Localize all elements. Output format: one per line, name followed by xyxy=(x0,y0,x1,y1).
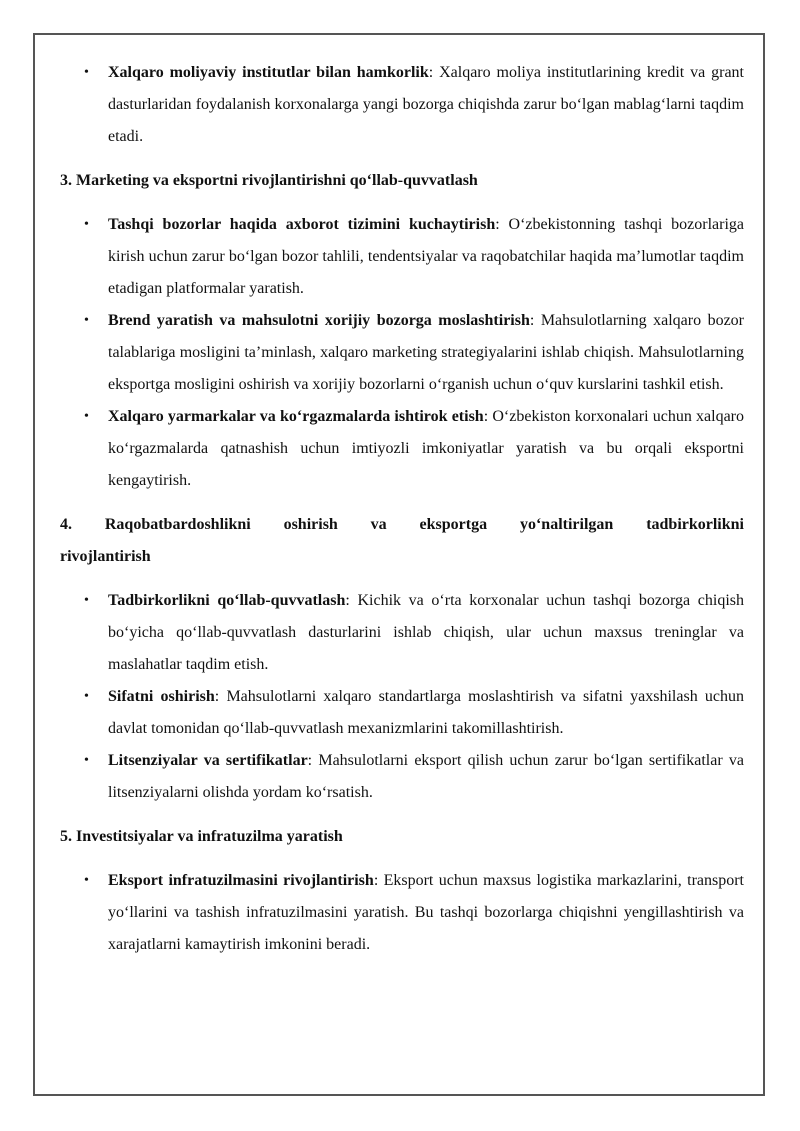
list-item xyxy=(60,57,744,153)
list-item xyxy=(60,681,744,745)
bullet-icon: • xyxy=(84,689,89,704)
bullet-icon: • xyxy=(84,409,89,424)
list-item xyxy=(60,305,744,401)
list-item-text: : Xalqaro moliya institutlarining kredit va grant dasturlaridan foydalanish korxonalarga yangi bozorga chiqishda zarur bo‘lgan mablag‘larni taqdim etadi. xyxy=(108,64,744,145)
list-item-text: : Mahsulotlarni xalqaro standartlarga moslashtirish va sifatni yaxshilash uchun davlat tomonidan qo‘llab-quvvatlash mexanizmlarini takomillashtirish. xyxy=(108,688,744,737)
list-item-term: Eksport infratuzilmasini rivojlantirish xyxy=(108,872,374,889)
list-item xyxy=(60,209,744,305)
section-heading-line: rivojlantirish xyxy=(60,548,151,565)
list-item xyxy=(60,585,744,681)
list-item-term: Litsenziyalar va sertifikatlar xyxy=(108,752,308,769)
list-item xyxy=(60,745,744,809)
list-item xyxy=(60,865,744,961)
bullet-icon: • xyxy=(84,217,89,232)
list-item-text: : Mahsulotlarni eksport qilish uchun zarur bo‘lgan sertifikatlar va litsenziyalarni olishda yordam ko‘rsatish. xyxy=(108,752,744,801)
list-item-term: Xalqaro moliyaviy institutlar bilan hamkorlik xyxy=(108,64,429,81)
list-item-term: Xalqaro yarmarkalar va ko‘rgazmalarda ishtirok etish xyxy=(108,408,484,425)
bullet-icon: • xyxy=(84,753,89,768)
section-heading-line: 4. Raqobatbardoshlikni oshirish va eksportga yo‘naltirilgan tadbirkorlikni xyxy=(60,516,744,533)
list-item-text: : Mahsulotlarning xalqaro bozor talablariga mosligini ta’minlash, xalqaro marketing strategiyalarini ishlab chiqish. Mahsulotlarning eksportga mosligini oshirish va xorijiy bozorlarni o‘rganish uchun o‘quv kurslarini tashkil etish. xyxy=(108,312,745,393)
section-heading: 5. Investitsiyalar va infratuzilma yaratish xyxy=(60,828,343,845)
bullet-icon: • xyxy=(84,65,89,80)
list-item-term: Brend yaratish va mahsulotni xorijiy bozorga moslashtirish xyxy=(108,312,530,329)
list-item xyxy=(60,401,744,497)
section-heading xyxy=(60,509,744,573)
list-item-text: : O‘zbekistonning tashqi bozorlariga kirish uchun zarur bo‘lgan bozor tahlili, tendentsiyalar va raqobatchilar haqida ma’lumotlar taqdim etadigan platformalar yaratish. xyxy=(108,216,744,297)
list-item-term: Sifatni oshirish xyxy=(108,688,215,705)
list-item-term: Tadbirkorlikni qo‘llab-quvvatlash xyxy=(108,592,346,609)
list-item-term: Tashqi bozorlar haqida axborot tizimini kuchaytirish xyxy=(108,216,496,233)
document-content xyxy=(60,57,744,961)
list-item-text: : O‘zbekiston korxonalari uchun xalqaro ko‘rgazmalarda qatnashish uchun imtiyozli imkoniyatlar yaratish va bu orqali eksportni kengaytirish. xyxy=(108,408,745,489)
bullet-icon: • xyxy=(84,873,89,888)
bullet-icon: • xyxy=(84,313,89,328)
section-heading: 3. Marketing va eksportni rivojlantirishni qo‘llab-quvvatlash xyxy=(60,172,478,189)
document-page xyxy=(33,33,765,1096)
list-item-text: : Kichik va o‘rta korxonalar uchun tashqi bozorga chiqish bo‘yicha qo‘llab-quvvatlash dasturlarini ishlab chiqish, ular uchun maxsus treninglar va maslahatlar taqdim etish. xyxy=(108,592,744,673)
list-item-text: : Eksport uchun maxsus logistika markazlarini, transport yo‘llarini va tashish infratuzilmasini yaratish. Bu tashqi bozorlarga chiqishni yengillashtirish va xarajatlarni kamaytirish imkonini beradi. xyxy=(108,872,744,953)
bullet-icon: • xyxy=(84,593,89,608)
